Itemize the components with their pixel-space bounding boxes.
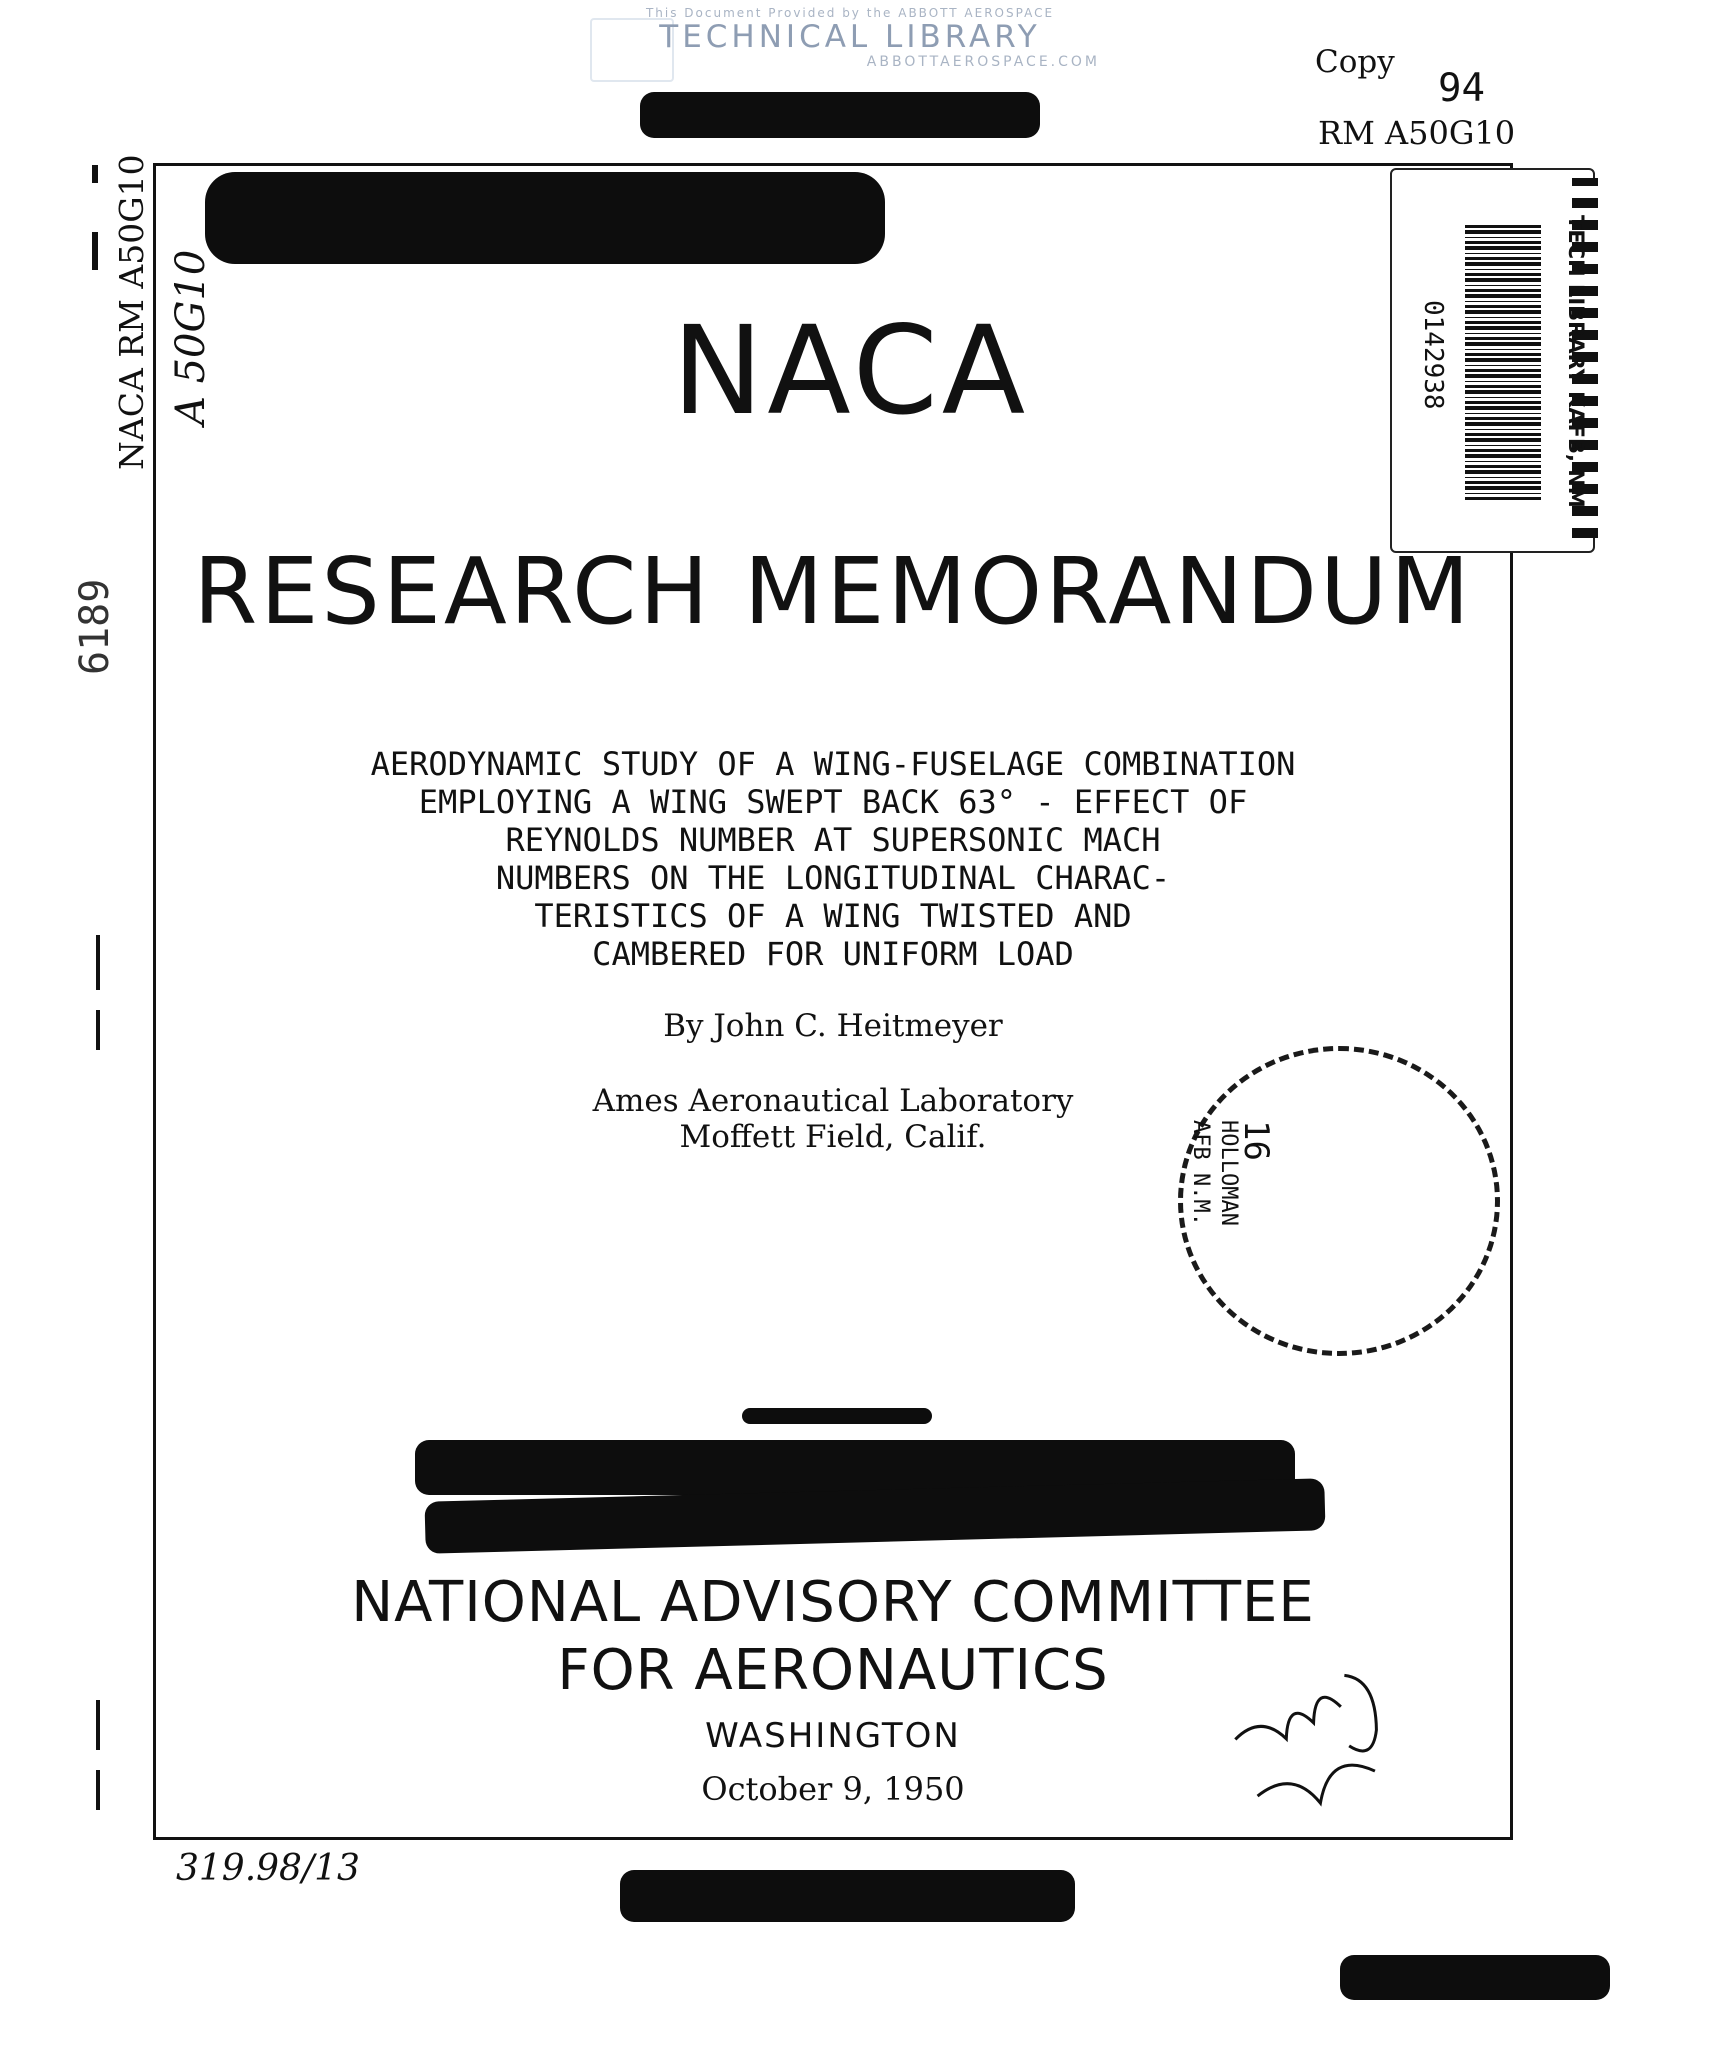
memo-title [153, 745, 1513, 973]
margin-mark [96, 1700, 100, 1750]
memo-title-line: AERODYNAMIC STUDY OF A WING-FUSELAGE COMBINATION [370, 745, 1296, 783]
margin-mark [92, 232, 98, 270]
watermark-url[interactable]: ABBOTTAEROSPACE.COM [866, 54, 1100, 70]
redaction-bar-corner [1340, 1955, 1610, 2000]
margin-mark [92, 165, 98, 183]
publication-date: October 9, 1950 [701, 1770, 965, 1808]
memo-title-line: NUMBERS ON THE LONGITUDINAL CHARAC- [495, 859, 1171, 897]
committee-name-line-2: FOR AERONAUTICS [557, 1638, 1109, 1703]
stamp-line-1: HOLLOMAN [1216, 1120, 1241, 1226]
handwritten-document-id: A 50G10 [168, 249, 214, 425]
agency-logo-title: NACA [672, 300, 1030, 442]
memo-title-line: EMPLOYING A WING SWEPT BACK 63° - EFFECT OF [418, 783, 1248, 821]
watermark-banner [590, 6, 1110, 70]
redaction-bar-classification [205, 172, 885, 264]
stamp-day: 16 [1236, 1120, 1276, 1161]
copy-label: Copy [1315, 44, 1395, 80]
barcode-icon [1465, 225, 1541, 500]
document-series-heading: RESEARCH MEMORANDUM [193, 538, 1473, 645]
margin-mark [96, 1770, 100, 1810]
copy-number: 94 [1438, 66, 1485, 111]
memo-title-line: REYNOLDS NUMBER AT SUPERSONIC MACH [505, 821, 1161, 859]
margin-mark [96, 1010, 100, 1050]
stamp-line-2: AFB N.M. [1188, 1120, 1213, 1226]
laboratory-name: Ames Aeronautical Laboratory [592, 1083, 1074, 1119]
watermark-provider-line: This Document Provided by the ABBOTT AEROSPACE [645, 6, 1055, 20]
library-label-text: TECH LIBRARY KAFB, NM [1564, 215, 1588, 508]
redaction-bar-top [640, 92, 1040, 138]
committee-name-line-1: NATIONAL ADVISORY COMMITTEE [351, 1570, 1315, 1635]
author-line: By John C. Heitmeyer [663, 1008, 1003, 1044]
memo-title-line: TERISTICS OF A WING TWISTED AND [534, 897, 1132, 935]
side-stamp-number: 6189 [72, 578, 118, 675]
side-document-id: NACA RM A50G10 [112, 154, 151, 470]
margin-mark [96, 935, 100, 990]
receipt-stamp-text [1186, 1120, 1276, 1226]
laboratory-location: Moffett Field, Calif. [679, 1119, 987, 1155]
redaction-bar-small [742, 1408, 932, 1424]
library-barcode-number: 0142938 [1418, 300, 1448, 410]
report-number: RM A50G10 [1318, 114, 1516, 152]
publication-city: WASHINGTON [705, 1716, 961, 1756]
redaction-bar-bottom [620, 1870, 1075, 1922]
accession-number: 319.98/13 [176, 1848, 360, 1889]
watermark-title: TECHNICAL LIBRARY [659, 19, 1041, 55]
memo-title-line: CAMBERED FOR UNIFORM LOAD [592, 935, 1074, 973]
